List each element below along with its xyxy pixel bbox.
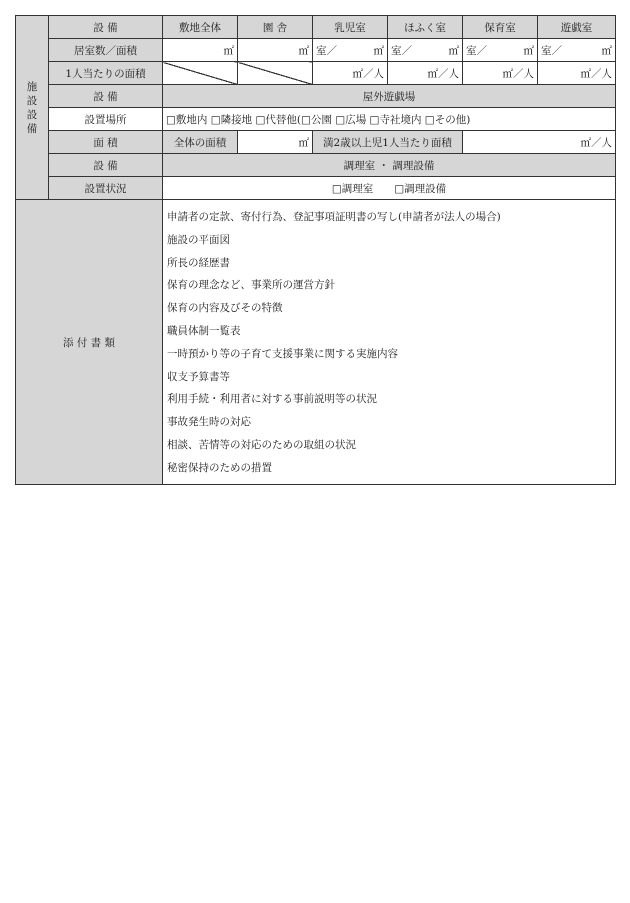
location-label: 設置場所 [49, 108, 163, 131]
col-header-crawling-room: ほふく室 [388, 16, 463, 39]
infant-room-field[interactable]: 室／ ㎡ [313, 39, 388, 62]
total-area-label: 全体の面積 [163, 131, 238, 154]
attachment-item: 所長の経歴書 [167, 256, 230, 269]
kitchen-setsubi-label: 設 備 [49, 154, 163, 177]
crawling-room-field[interactable]: 室／ ㎡ [388, 39, 463, 62]
facility-table [15, 15, 616, 485]
building-per-person-na [238, 62, 313, 85]
attachments-label: 添 付 書 類 [16, 200, 163, 485]
infant-per-person-field[interactable]: ㎡／人 [313, 62, 388, 85]
kitchen-status-options[interactable]: □調理室 □調理設備 [163, 177, 616, 200]
section-label-facility: 施設設備 [16, 16, 49, 200]
per-child-area-label: 満2歳以上児1人当たり面積 [313, 131, 463, 154]
outdoor-setsubi-label: 設 備 [49, 85, 163, 108]
site-per-person-na [163, 62, 238, 85]
crawling-per-person-field[interactable]: ㎡／人 [388, 62, 463, 85]
total-area-field[interactable]: ㎡ [238, 131, 313, 154]
site-area-field[interactable]: ㎡ [163, 39, 238, 62]
attachment-item: 保育の内容及びその特徴 [167, 302, 283, 315]
attachments-list [163, 200, 616, 485]
playroom-per-person-field[interactable]: ㎡／人 [538, 62, 616, 85]
col-header-site: 敷地全体 [163, 16, 238, 39]
attachment-item: 保育の理念など、事業所の運営方針 [167, 279, 335, 292]
outdoor-playground-title: 屋外遊戯場 [163, 85, 616, 108]
nursery-per-person-field[interactable]: ㎡／人 [463, 62, 538, 85]
col-header-building: 園 舎 [238, 16, 313, 39]
kitchen-status-label: 設置状況 [49, 177, 163, 200]
attachment-item: 一時預かり等の子育て支援事業に関する実施内容 [167, 347, 398, 360]
building-area-field[interactable]: ㎡ [238, 39, 313, 62]
facility-form [15, 15, 615, 485]
attachment-item: 申請者の定款、寄付行為、登記事項証明書の写し(申請者が法人の場合) [167, 211, 501, 223]
kitchen-title: 調理室 ・ 調理設備 [163, 154, 616, 177]
col-header-playroom: 遊戯室 [538, 16, 616, 39]
nursery-room-field[interactable]: 室／ ㎡ [463, 39, 538, 62]
setsubi-label: 設 備 [49, 16, 163, 39]
col-header-infant-room: 乳児室 [313, 16, 388, 39]
attachment-item: 事故発生時の対応 [167, 416, 251, 429]
per-person-area-label: 1人当たりの面積 [49, 62, 163, 85]
per-child-area-field[interactable]: ㎡／人 [463, 131, 616, 154]
playroom-field[interactable]: 室／ ㎡ [538, 39, 616, 62]
rooms-area-label: 居室数／面積 [49, 39, 163, 62]
col-header-nursery-room: 保育室 [463, 16, 538, 39]
attachment-item: 秘密保持のための措置 [167, 461, 272, 474]
outdoor-area-label: 面 積 [49, 131, 163, 154]
attachment-item: 相談、苦情等の対応のための取組の状況 [167, 438, 356, 451]
attachment-item: 利用手続・利用者に対する事前説明等の状況 [167, 393, 377, 406]
attachment-item: 職員体制一覧表 [167, 324, 241, 337]
location-options[interactable]: □敷地内 □隣接地 □代替他(□公園 □広場 □寺社境内 □その他) [163, 108, 616, 131]
attachment-item: 収支予算書等 [167, 370, 230, 383]
attachment-item: 施設の平面図 [167, 233, 230, 246]
